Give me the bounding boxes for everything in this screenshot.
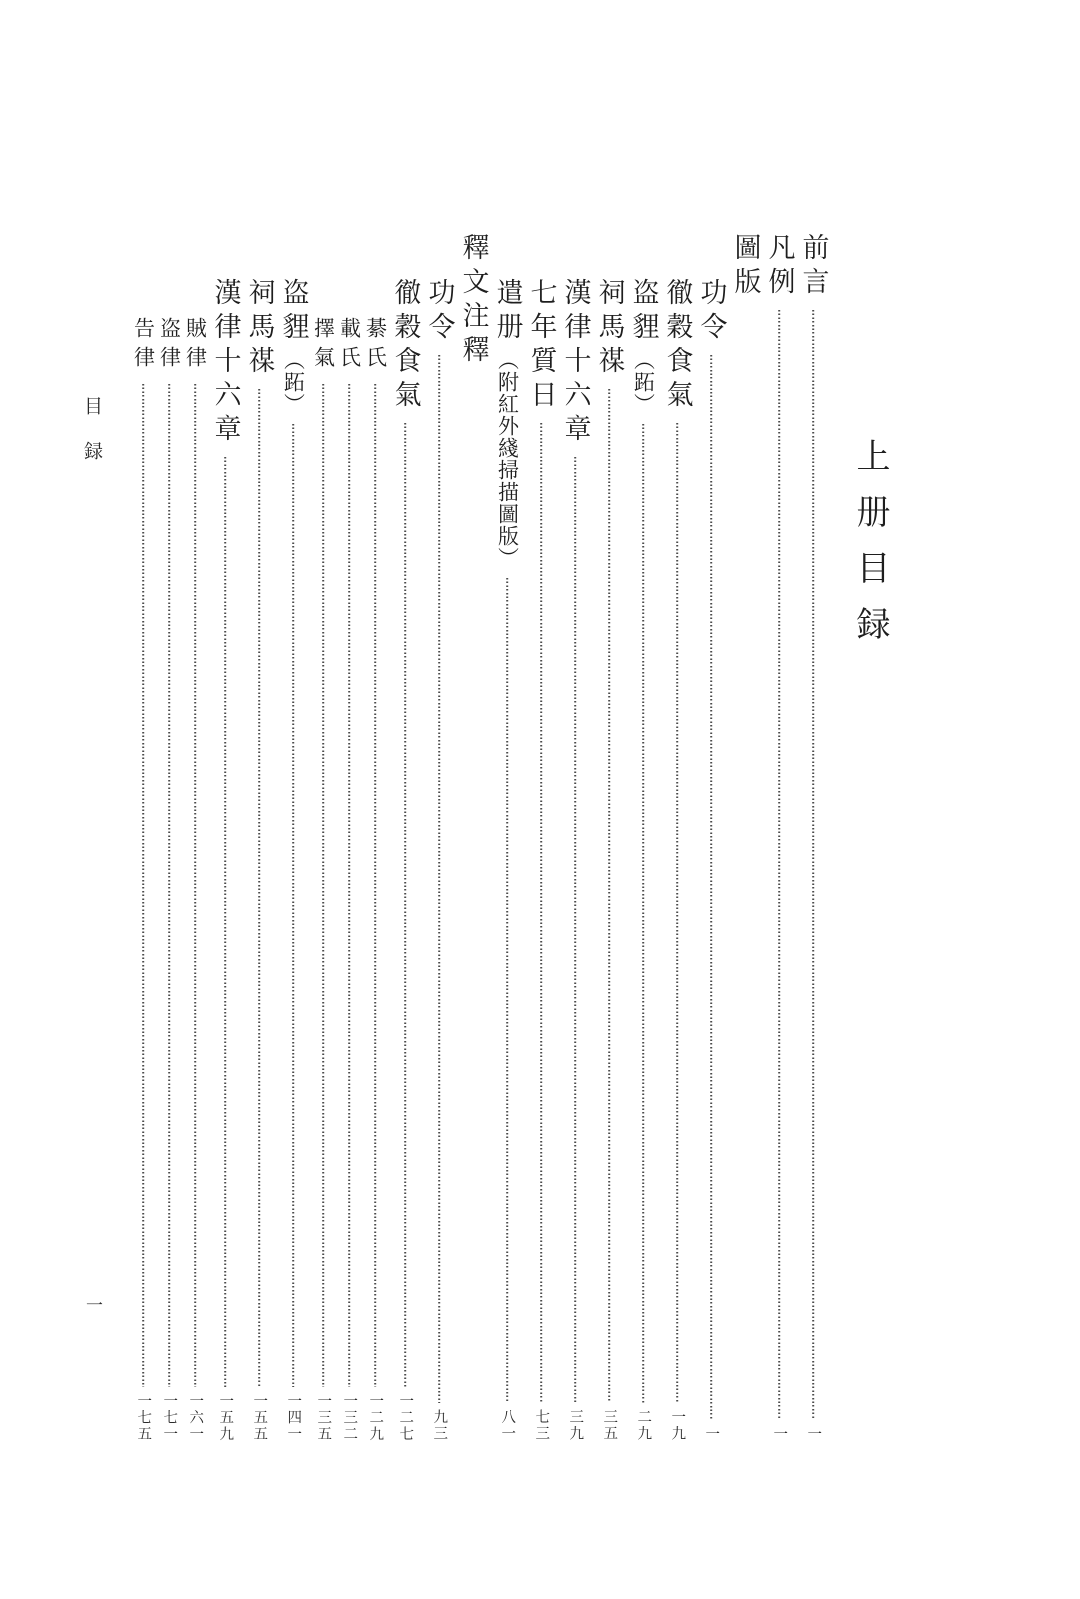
toc-entry-subtitle: （附紅外綫掃描圖版） [495,349,520,569]
toc-entry-title-text: 載氏 [337,317,362,375]
toc-entry-title [528,278,555,414]
toc-entry-page-number: 一 [703,1425,720,1442]
toc-entry-page-number: 三五 [601,1409,618,1442]
dotted-leader [156,384,182,1387]
toc-entry-page-number: 一 [805,1425,822,1442]
toc-entry-title [494,278,521,569]
toc-entry [182,233,208,1440]
toc-entry-page-number: 一五五 [251,1392,268,1442]
toc-entry-title-text: 盗貍 [628,278,659,346]
toc-entry-title [426,278,453,346]
toc-entry-title-text: 祠馬禖 [594,278,625,380]
toc-entry-title-text: 功令 [696,278,727,346]
toc-entry-page-number: 一四一 [285,1392,302,1442]
toc-entry-title-text: 徹穀食氣 [662,278,693,414]
toc-entry-page-number: 一七五 [135,1392,152,1442]
toc-entry-title-text: 前言 [798,233,829,301]
toc-entry-page-number: 一二九 [367,1392,384,1442]
toc-entry-page-number: 一六一 [187,1392,204,1442]
toc-entry-title [698,278,725,346]
toc-entry-title [460,233,487,369]
running-header: 目録 [81,396,102,486]
toc-entry-title [664,278,691,414]
toc-entry-page-number: 一九 [669,1409,686,1442]
toc-entry [626,233,660,1440]
toc-entry-title [339,317,360,375]
toc-entry-title [732,233,759,301]
toc-entry-title [800,233,827,301]
toc-entry-title-text: 盗律 [157,317,182,375]
dotted-leader [796,310,830,1420]
toc-entry [242,233,276,1440]
dotted-leader [422,355,456,1403]
toc-entry-page-number: 一五九 [217,1392,234,1442]
toc-entry-title-text: 遣册 [492,278,523,346]
dotted-leader [130,384,156,1387]
toc-entry-title [596,278,623,380]
toc-entry-title [313,317,334,375]
toc-entry-subtitle: （跖） [281,349,306,415]
dotted-leader [558,457,592,1403]
toc-entry-title-text: 凡例 [764,233,795,301]
toc-entry-title-text: 功令 [424,278,455,346]
toc-entry-title-text: 圖版 [730,233,761,301]
dotted-leader [310,384,336,1387]
dotted-leader [694,355,728,1420]
toc-entry-title [630,278,657,415]
toc-entry-subtitle: （跖） [631,349,656,415]
dotted-leader [490,578,524,1403]
toc-entry-title-text: 賊律 [183,317,208,375]
toc-entry [558,233,592,1440]
toc-entry [524,233,558,1440]
toc-entry-page-number: 七三 [533,1409,550,1442]
toc-entry-page-number: 一三五 [315,1392,332,1442]
toc-entry [156,233,182,1440]
toc-entry-page-number: 九三 [431,1409,448,1442]
toc-entry [422,233,456,1440]
toc-entry-title [133,317,154,375]
toc-entry-title [392,278,419,414]
toc-entry-page-number: 一七一 [161,1392,178,1442]
toc-entry [388,233,422,1440]
toc-entry-page-number: 八一 [499,1409,516,1442]
toc-entry-page-number: 一 [771,1425,788,1442]
dotted-leader [626,424,660,1403]
dotted-leader [276,424,310,1387]
toc-entry-page-number: 二九 [635,1409,652,1442]
toc-entry [310,233,336,1440]
toc-entry-title-text: 擇氣 [311,317,336,375]
toc-entry [490,233,524,1440]
toc-entry [762,233,796,1440]
toc-entry-title-text: 釋文注釋 [458,233,489,369]
volume-title: 上册目録 [851,438,888,662]
toc-entry-page-number: 一二七 [397,1392,414,1442]
dotted-leader [336,384,362,1387]
toc-entry-title-text: 七年質日 [526,278,557,414]
toc-entry [796,233,830,1440]
dotted-leader [388,423,422,1387]
toc-entry-title [185,317,206,375]
dotted-leader [208,457,242,1387]
toc-entry-title [246,278,273,380]
toc-entry [592,233,626,1440]
toc-entry-title [562,278,589,448]
toc-entry-title [766,233,793,301]
dotted-leader [362,384,388,1387]
toc-entry-title [212,278,239,448]
toc-entry-title [280,278,307,415]
toc-entry-title-text: 祠馬禖 [244,278,275,380]
dotted-leader [242,389,276,1387]
toc-entry-title-text: 漢律十六章 [560,278,591,448]
toc-entry-title-text: 徹穀食氣 [390,278,421,414]
toc-entry [660,233,694,1440]
toc-entry-title-text: 告律 [131,317,156,375]
toc-entry [130,233,156,1440]
toc-list [130,233,830,1440]
toc-entry-title-text: 綦氏 [363,317,388,375]
toc-entry-title [365,317,386,375]
toc-entry [336,233,362,1440]
toc-entry [362,233,388,1440]
dotted-leader [660,423,694,1403]
toc-entry-title-text: 漢律十六章 [210,278,241,448]
toc-entry-page-number: 三九 [567,1409,584,1442]
dotted-leader [524,423,558,1403]
folio-page-number: 一 [83,1296,102,1313]
toc-entry-title-text: 盗貍 [278,278,309,346]
toc-section-heading [456,233,490,1440]
dotted-leader [182,384,208,1387]
toc-entry [208,233,242,1440]
dotted-leader [592,389,626,1403]
toc-entry-page-number: 一三二 [341,1392,358,1442]
toc-section-heading [728,233,762,1440]
toc-entry-title [159,317,180,375]
toc-entry [694,233,728,1440]
toc-entry [276,233,310,1440]
dotted-leader [762,310,796,1420]
